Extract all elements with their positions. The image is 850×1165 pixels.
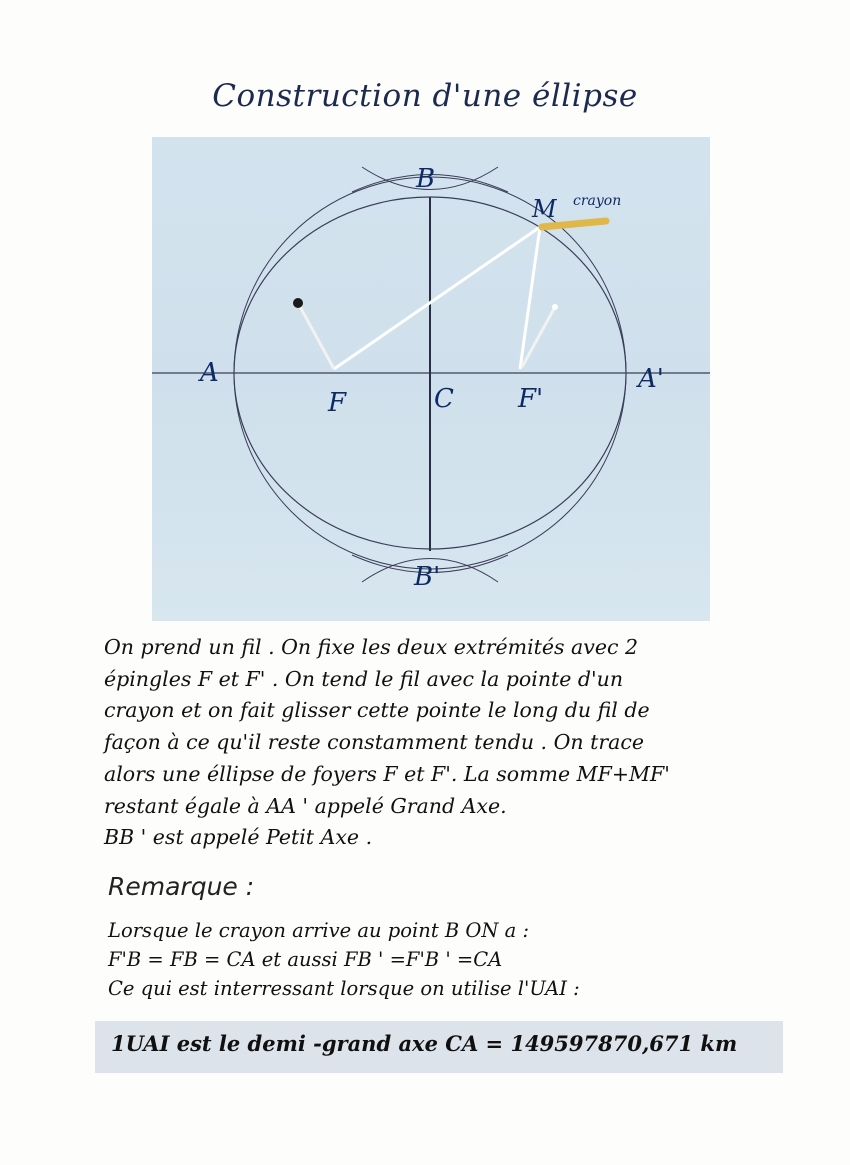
explanation-paragraph bbox=[104, 632, 764, 854]
uai-definition: 1UAI est le demi -grand axe CA = 149597870,671 km bbox=[111, 1031, 738, 1056]
pin-f-shaft bbox=[298, 303, 334, 369]
pin-f-head bbox=[293, 298, 303, 308]
paragraph-line: façon à ce qu'il reste constamment tendu . On trace bbox=[104, 730, 644, 755]
ellipse-diagram bbox=[152, 137, 710, 621]
label-bprime: B' bbox=[414, 562, 441, 592]
label-aprime: A' bbox=[638, 364, 664, 394]
label-crayon: crayon bbox=[573, 193, 622, 209]
paragraph-line: épingles F et F' . On tend le fil avec la pointe d'un bbox=[104, 666, 624, 691]
pin-fprime-head bbox=[552, 304, 558, 310]
paragraph-line: On prend un fil . On fixe les deux extrémités avec 2 bbox=[104, 635, 639, 659]
uai-highlight-box bbox=[95, 1021, 783, 1073]
remarque-line: F'B = FB = CA et aussi FB ' =F'B ' =CA bbox=[108, 948, 503, 971]
paragraph-line: crayon et on fait glisser cette pointe le long du fil de bbox=[104, 698, 650, 723]
remarque-line: Ce qui est interressant lorsque on utilise l'UAI : bbox=[108, 977, 580, 1000]
label-f: F bbox=[328, 388, 347, 418]
label-fprime: F' bbox=[518, 384, 544, 414]
label-c: C bbox=[434, 384, 454, 414]
paragraph-line: BB ' est appelé Petit Axe . bbox=[104, 825, 373, 850]
paragraph-line: restant égale à AA ' appelé Grand Axe. bbox=[104, 793, 507, 818]
paragraph-line: alors une éllipse de foyers F et F'. La somme MF+MF' bbox=[104, 761, 670, 786]
label-a: A bbox=[200, 358, 219, 388]
ellipse-construction-photo bbox=[152, 137, 710, 621]
remarque-body bbox=[108, 916, 768, 1003]
page-title: Construction d'une éllipse bbox=[212, 78, 638, 114]
thread bbox=[334, 227, 540, 369]
label-m: M bbox=[532, 195, 557, 223]
remarque-heading: Remarque : bbox=[108, 872, 255, 901]
label-b: B bbox=[416, 164, 436, 194]
remarque-line: Lorsque le crayon arrive au point B ON a : bbox=[108, 919, 530, 942]
